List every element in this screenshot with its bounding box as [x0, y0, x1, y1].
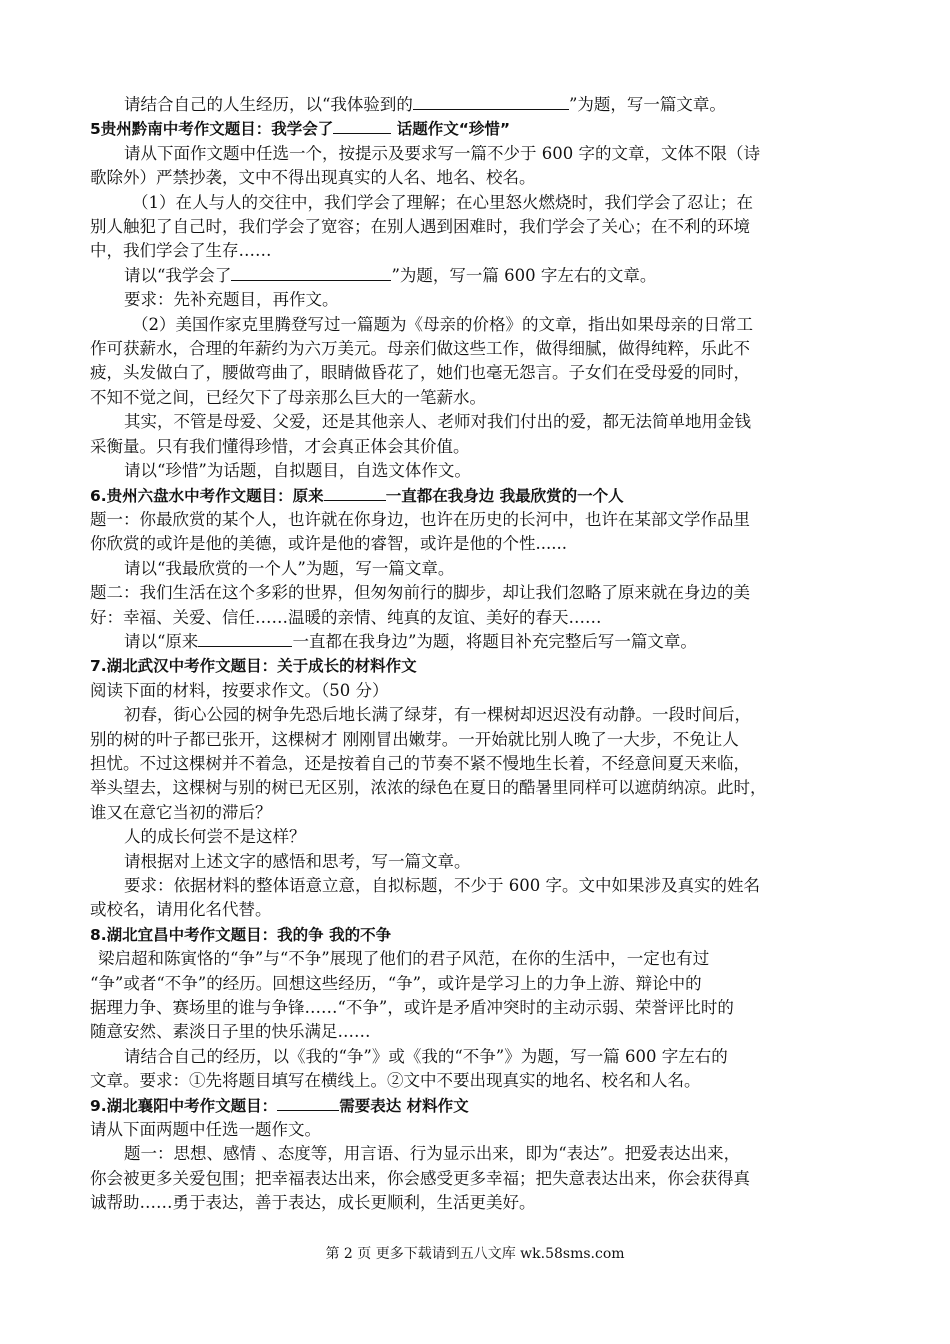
section-heading [90, 923, 865, 947]
text-span: 你会被更多关爱包围；把幸福表达出来，你会感受更多幸福；把失意表达出来，你会获得真 [90, 1168, 750, 1188]
text-line [90, 850, 865, 874]
section-heading [90, 117, 865, 141]
text-span: 题二：我们生活在这个多彩的世界，但匆匆前行的脚步，却让我们忽略了原来就在身边的美 [90, 583, 750, 603]
text-line [90, 703, 865, 727]
text-span: 据理力争、赛场里的谁与争锋……“不争”，或许是矛盾冲突时的主动示弱、荣誉评比时的 [90, 998, 734, 1018]
text-line [90, 337, 865, 361]
text-span: 话题作文“珍惜” [391, 120, 511, 139]
text-span: 要求：先补充题目，再作文。 [124, 290, 339, 310]
text-line [90, 630, 865, 654]
text-line [90, 435, 865, 459]
text-line [90, 142, 865, 166]
text-line [90, 264, 865, 288]
text-span: ”为题，写一篇文章。 [568, 95, 726, 114]
text-span: 担忧。不过这棵树并不着急，还是按着自己的节奏不紧不慢地生长着，不经意间夏天来临， [90, 753, 750, 773]
text-line [90, 801, 865, 825]
text-line [90, 557, 865, 581]
section-heading [90, 1094, 865, 1118]
text-span: 9.湖北襄阳中考作文题目： [90, 1096, 278, 1115]
text-span: 文章。要求：①先将题目填写在横线上。②文中不要出现真实的地名、校名和人名。 [90, 1071, 701, 1091]
text-span: 一直都在我身边 我最欣赏的一个人 [385, 486, 624, 505]
text-span: 或校名，请用化名代替。 [90, 900, 272, 920]
text-line [90, 410, 865, 434]
text-span: 阅读下面的材料，按要求作文。（50 分） [90, 680, 389, 700]
text-span: 题一：思想、感情 、态度等，用言语、行为显示出来，即为“表达”。把爱表达出来， [124, 1144, 741, 1164]
text-span: （1）在人与人的交往中，我们学会了理解；在心里怒火燃烧时，我们学会了忍让；在 [132, 192, 753, 212]
text-line [90, 752, 865, 776]
text-span: 一直都在我身边”为题，将题目补充完整后写一篇文章。 [292, 631, 697, 651]
text-line [90, 1191, 865, 1215]
text-span: 5贵州黔南中考作文题目：我学会了 [90, 120, 334, 139]
text-line [90, 874, 865, 898]
fill-in-blank [324, 484, 386, 501]
fill-in-blank [277, 1094, 339, 1111]
text-line [90, 1142, 865, 1166]
text-span: 别人触犯了自己时，我们学会了宽容；在别人遇到困难时，我们学会了关心；在不利的环境 [90, 217, 750, 237]
text-span: 6.贵州六盘水中考作文题目：原来 [90, 486, 324, 505]
text-line [90, 1167, 865, 1191]
text-span: 疲，头发做白了，腰做弯曲了，眼睛做昏花了，她们也毫无怨言。子女们在受母爱的同时， [90, 363, 750, 383]
text-span: 请结合自己的经历，以《我的“争”》或《我的“不争”》为题，写一篇 600 字左右的 [124, 1046, 728, 1066]
fill-in-blank [198, 630, 292, 647]
text-span: “争”或者“不争”的经历。回想这些经历，“争”，或许是学习上的力争上游、辩论中的 [90, 973, 702, 993]
text-line [90, 1020, 865, 1044]
text-line [90, 459, 865, 483]
text-line [90, 1069, 865, 1093]
text-span: 随意安然、素淡日子里的快乐满足…… [90, 1022, 371, 1042]
text-line [90, 1045, 865, 1069]
text-span: 作可获薪水，合理的年薪约为六万美元。母亲们做这些工作，做得细腻，做得纯粹，乐此不 [90, 339, 750, 359]
fill-in-blank [333, 117, 391, 134]
text-span: ”为题，写一篇 600 字左右的文章。 [391, 265, 657, 285]
text-span: 初春，街心公园的树争先恐后地长满了绿芽，有一棵树却迟迟没有动静。一段时间后， [124, 705, 751, 725]
text-span: 采衡量。只有我们懂得珍惜，才会真正体会其价值。 [90, 436, 470, 456]
text-line [90, 972, 865, 996]
text-span: 请从下面作文题中任选一个，按提示及要求写一篇不少于 600 字的文章，文体不限（诗 [124, 143, 760, 163]
text-span: 别的树的叶子都已张开，这棵树才 刚刚冒出嫩芽。一开始就比别人晚了一大步，不免让人 [90, 729, 739, 749]
text-line [90, 776, 865, 800]
text-span: 歌除外）严禁抄袭，文中不得出现真实的人名、地名、校名。 [90, 168, 536, 188]
fill-in-blank [413, 93, 569, 110]
text-span: 人的成长何尝不是这样？ [124, 827, 306, 847]
text-line [90, 825, 865, 849]
text-line [90, 386, 865, 410]
document-body [90, 93, 865, 1216]
text-line [90, 1118, 865, 1142]
text-span: 好：幸福、关爱、信任……温暖的亲情、纯真的友谊、美好的春天…… [90, 607, 602, 627]
text-line [90, 215, 865, 239]
text-line [90, 728, 865, 752]
text-line [90, 581, 865, 605]
text-line [90, 898, 865, 922]
text-span: 举头望去，这棵树与别的树已无区别，浓浓的绿色在夏日的酷暑里同样可以遮荫纳凉。此时， [90, 778, 767, 798]
text-span: 7.湖北武汉中考作文题目：关于成长的材料作文 [90, 657, 417, 676]
text-line [90, 606, 865, 630]
text-span: 谁又在意它当初的滞后？ [90, 802, 272, 822]
text-line [90, 996, 865, 1020]
text-span: 请以“我学会了 [124, 265, 232, 285]
page-footer: 第 2 页 更多下载请到五八文库 wk.58sms.com [325, 1246, 625, 1262]
text-line [90, 166, 865, 190]
text-span: 请从下面两题中任选一题作文。 [90, 1120, 321, 1140]
text-span: 要求：依据材料的整体语意立意，自拟标题，不少于 600 字。文中如果涉及真实的姓名 [124, 876, 760, 895]
text-span: 请根据对上述文字的感悟和思考，写一篇文章。 [124, 851, 471, 871]
text-line [90, 679, 865, 703]
text-span: 其实，不管是母爱、父爱，还是其他亲人、老师对我们付出的爱，都无法简单地用金钱 [124, 412, 751, 432]
text-span: 请以“我最欣赏的一个人”为题，写一篇文章。 [124, 558, 455, 578]
section-heading [90, 654, 865, 678]
text-span: 请结合自己的人生经历，以“我体验到的 [124, 95, 413, 114]
text-span: 你欣赏的或许是他的美德，或许是他的睿智，或许是他的个性...... [90, 534, 567, 554]
text-line [90, 508, 865, 532]
text-span: 请以“原来 [124, 631, 199, 651]
text-line [90, 191, 865, 215]
text-line [90, 947, 865, 971]
text-line [90, 288, 865, 312]
text-line [90, 239, 865, 263]
fill-in-blank [231, 264, 391, 281]
text-span: 请以“珍惜”为话题，自拟题目，自选文体作文。 [124, 461, 471, 481]
text-line [90, 313, 865, 337]
text-span: 不知不觉之间，已经欠下了母亲那么巨大的一笔薪水。 [90, 387, 486, 407]
text-span: 梁启超和陈寅恪的“争”与“不争”展现了他们的君子风范，在你的生活中，一定也有过 [98, 949, 710, 969]
text-span: （2）美国作家克里腾登写过一篇题为《母亲的价格》的文章，指出如果母亲的日常工 [132, 314, 753, 334]
text-span: 8.湖北宜昌中考作文题目：我的争 我的不争 [90, 925, 392, 944]
text-line [90, 361, 865, 385]
text-span: 题一：你最欣赏的某个人，也许就在你身边，也许在历史的长河中，也许在某部文学作品里 [90, 509, 750, 529]
text-line [90, 93, 865, 117]
text-span: 诚帮助……勇于表达，善于表达，成长更顺利，生活更美好。 [90, 1193, 536, 1213]
section-heading [90, 484, 865, 508]
text-line [90, 532, 865, 556]
text-span: 中，我们学会了生存…… [90, 241, 272, 261]
text-span: 需要表达 材料作文 [339, 1096, 469, 1115]
